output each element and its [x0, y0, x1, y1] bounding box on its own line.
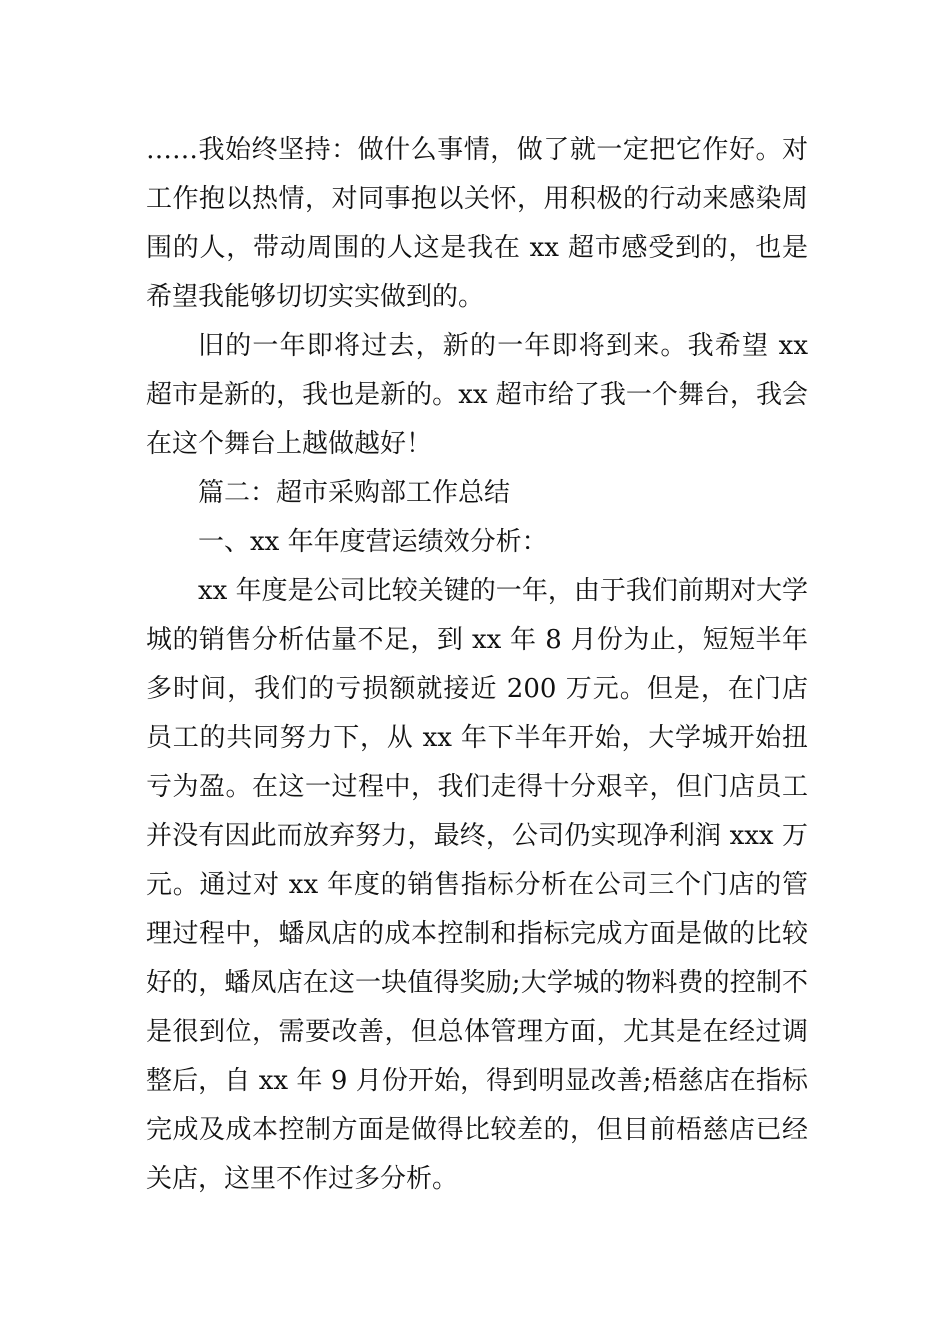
paragraph-new-year: 旧的一年即将过去，新的一年即将到来。我希望 xx 超市是新的，我也是新的。xx 超市给了我一个舞台，我会在这个舞台上越做越好！ — [146, 331, 808, 459]
section-heading-part-two: 篇二：超市采购部工作总结 — [198, 478, 511, 508]
subsection-heading-performance-analysis: 一、xx 年年度营运绩效分析： — [198, 527, 548, 557]
document-body — [146, 126, 808, 1204]
paragraph-performance-analysis: xx 年度是公司比较关键的一年，由于我们前期对大学城的销售分析估量不足，到 xx 年 8 月份为止，短短半年多时间，我们的亏损额就接近 200 万元。但是，在门店员工的共同努力下，从 xx 年下半年开始，大学城开始扭亏为盈。在这一过程中，我们走得十分艰辛，但门店员工并没有因此而放弃努力，最终，公司仍实现净利润 xxx 万元。通过对 xx 年度的销售指标分析在公司三个门店的管理过程中，蟠凤店的成本控制和指标完成方面是做的比较好的，蟠凤店在这一块值得奖励;大学城的物料费的控制不是很到位，需要改善，但总体管理方面，尤其是在经过调整后，自 xx 年 9 月份开始，得到明显改善;梧慈店在指标完成及成本控制方面是做得比较差的，但目前梧慈店已经关店，这里不作过多分析。 — [146, 576, 808, 1194]
paragraph-intro-continuation: ……我始终坚持：做什么事情，做了就一定把它作好。对工作抱以热情，对同事抱以关怀，用积极的行动来感染周围的人，带动周围的人这是我在 xx 超市感受到的，也是希望我能够切切实实做到的。 — [146, 135, 808, 312]
